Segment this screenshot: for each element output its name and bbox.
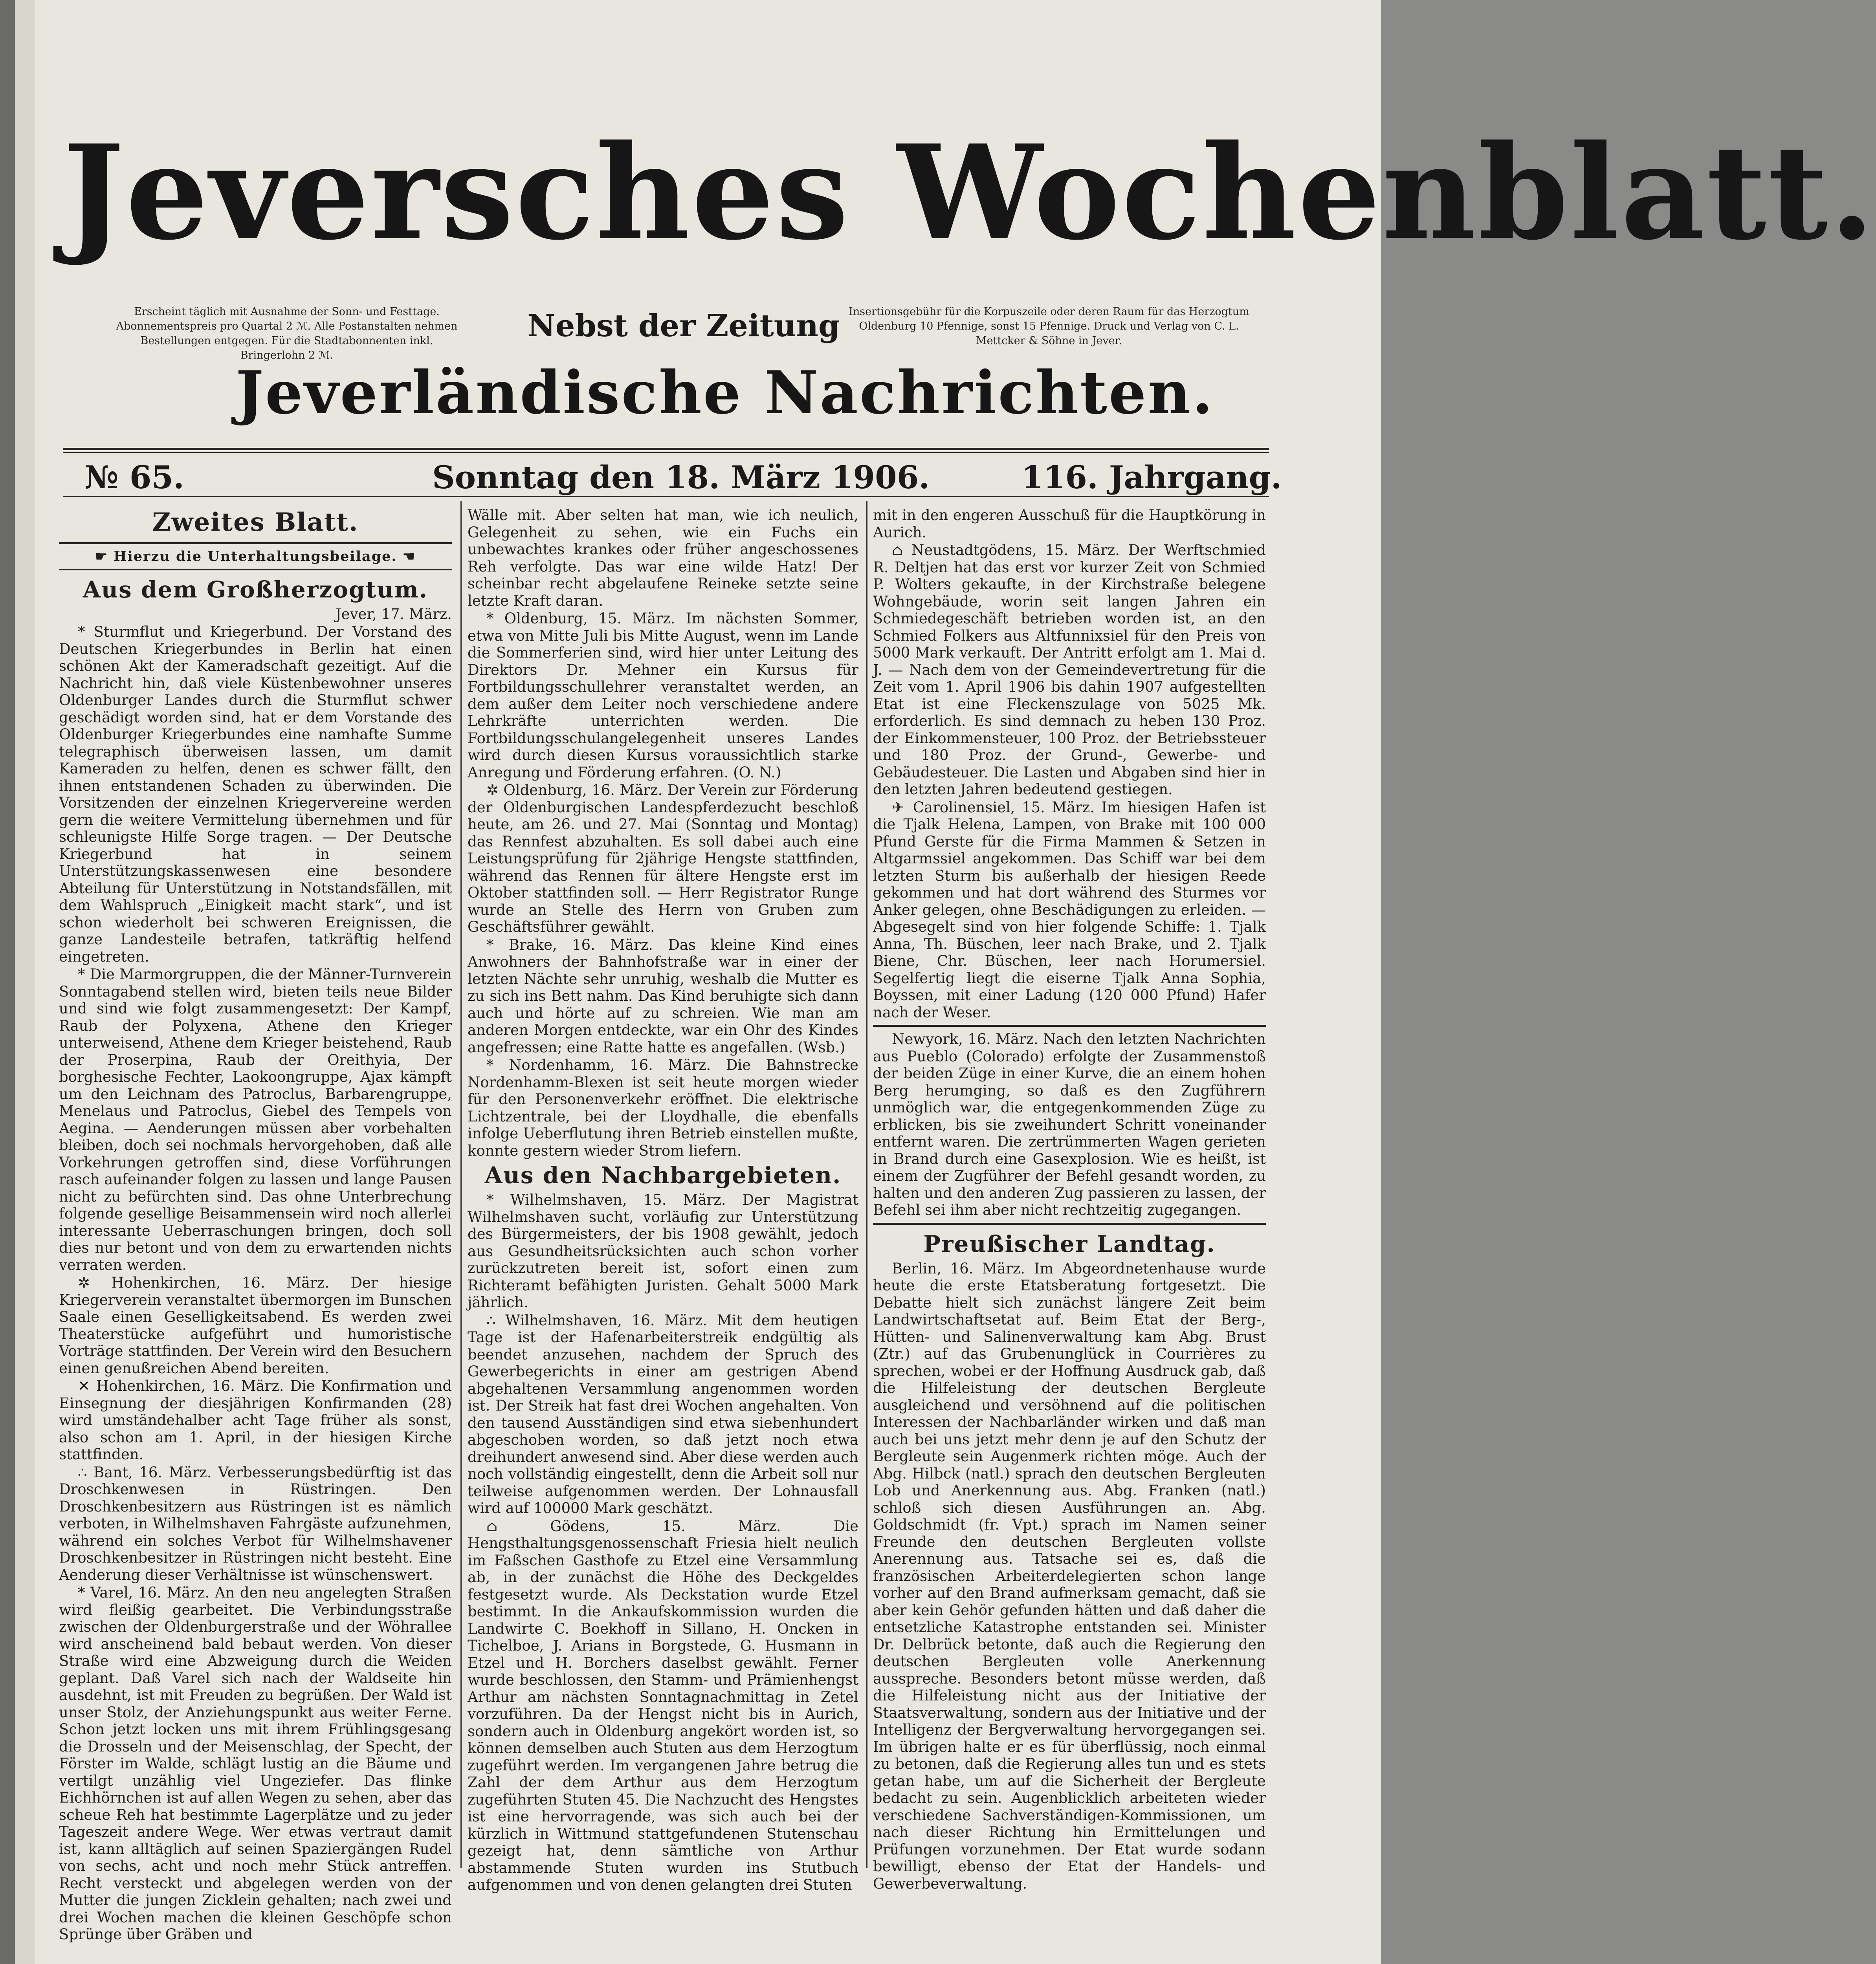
binding-strip: [0, 0, 15, 1964]
top-rule-thin: [63, 452, 1269, 453]
top-rule: [63, 448, 1269, 450]
supplement-rule: [59, 569, 452, 570]
article-paragraph: * Nordenhamm, 16. März. Die Bahnstrecke Nordenhamm-Blexen ist seit heute morgen wieder für den Personenverkehr eröffnet. Die elektrische Lichtzentrale, bei der Lloydhalle, die ebenfalls infolge Ueberflutung ihren Betrieb einstellen mußte, konnte gestern wieder Strom liefern.: [468, 1057, 858, 1159]
article-paragraph: * Brake, 16. März. Das kleine Kind eines Anwohners der Bahnhofstraße war in einer der letzten Nächte sehr unruhig, weshalb die Mutter es zu sich ins Bett nahm. Das Kind beruhigte sich dann auch und hörte auf zu schreien. Wie man am anderen Morgen entdeckte, war ein Ohr des Kindes angefressen; eine Ratte hatte es angefallen. (Wsb.): [468, 936, 858, 1056]
article-paragraph: * Die Marmorgruppen, die der Männer-Turnverein Sonntagabend stellen wird, bieten teils neue Bilder und sind wie folgt zusammengesetzt: Der Kampf, Raub der Polyxena, Athene den Krieger unterweisend, Athene dem Krieger beistehend, Raub der Proserpina, Raub der Oreithyia, Der borghesische Fechter, Laokoongruppe, Ajax kämpft um den Leichnam des Patroclus, Barbarengruppe, Menelaus und Patroclus, Giebel des Tempels von Aegina. — Aenderungen müssen aber vorbehalten bleiben, doch sei nochmals hervorgehoben, daß alle Vorkehrungen getroffen sind, diese Vorführungen rasch aufeinander folgen zu lassen und lange Pausen nicht zu befürchten sind. Das ohne Unterbrechung folgende gesellige Beisammensein wird noch allerlei interessante Ueberraschungen bringen, doch soll dies nur betont und von dem zu erwartenden nichts verraten werden.: [59, 966, 452, 1273]
article-paragraph: * Varel, 16. März. An den neu angelegten Straßen wird fleißig gearbeitet. Die Verbindungsstraße zwischen der Oldenburgerstraße und der Wöhrallee wird anscheinend bald bebaut werden. Von dieser Straße wird eine Abzweigung durch die Weiden geplant. Daß Varel sich nach der Waldseite hin ausdehnt, ist mit Freuden zu begrüßen. Der Wald ist unser Stolz, der Anziehungspunkt aus weiter Ferne. Schon jetzt locken uns mit ihrem Frühlingsgesang die Drosseln und der Meisenschlag, der Specht, der Förster im Walde, schlägt lustig an die Bäume und vertilgt unzählig viel Ungeziefer. Das flinke Eichhörnchen ist auf allen Wegen zu sehen, aber das scheue Reh hat bestimmte Lagerplätze und zu jeder Tageszeit andere Wege. Wer etwas vertraut damit ist, kann alltäglich auf seinen Spaziergängen Rudel von sechs, acht und noch mehr Stück antreffen. Recht versteckt und abgelegen werden von der Mutter die jungen Zicklein gehalten; nach zwei und drei Wochen machen die kleinen Geschöpfe schon Sprünge über Gräben und: [59, 1584, 452, 1943]
insertion-note: Insertionsgebühr für die Korpuszeile oder deren Raum für das Herzogtum Oldenburg 10 Pfennige, sonst 15 Pfennige. Druck und Verlag von C. L. Mettcker & Söhne in Jever.: [849, 306, 1249, 347]
masthead-title: Jeversches Wochenblatt.: [63, 116, 1876, 269]
article-paragraph: Wälle mit. Aber selten hat man, wie ich neulich, Gelegenheit zu sehen, wie ein Fuchs ein unbewachtes krankes oder früher angeschossenes Reh verfolgte. Das war eine wilde Hatz! Der scheinbar recht abgelaufene Reineke setzte seine letzte Kraft daran.: [468, 507, 858, 609]
article-paragraph: mit in den engeren Ausschuß für die Hauptkörung in Aurich.: [873, 507, 1266, 541]
landtag-article: Berlin, 16. März. Im Abgeordnetenhause wurde heute die erste Etatsberatung fortgesetzt. Die Debatte hielt sich zunächst längere Zeit beim Landwirtschaftsetat auf. Beim Etat der Berg-, Hütten- und Salinenverwaltung kam Abg. Brust (Ztr.) auf das Grubenunglück in Courrières zu sprechen, wobei er der Hoffnung Ausdruck gab, daß die Hilfeleistung der deutschen Bergleute ausgleichend und versöhnend auf die politischen Interessen der Nachbarländer wirken und daß man auch bei uns jetzt mehr denn je auf den Schutz der Bergleute sein Augenmerk richten möge. Auch der Abg. Hilbck (natl.) sprach den deutschen Bergleuten Lob und Anerkennung aus. Abg. Franken (natl.) schloß sich diesen Ausführungen an. Abg. Goldschmidt (fr. Vpt.) sprach im Namen seiner Freunde den deutschen Bergleuten vollste Anerennung aus. Tatsache sei es, daß die französischen Arbeiterdelegierten schon lange vorher auf den Brand aufmerksam gemacht, daß sie aber kein Gehör gefunden hätten und daß daher die entsetzliche Katastrophe entstanden sei. Minister Dr. Delbrück betonte, daß auch die Regierung den deutschen Bergleuten volle Anerkennung ausspreche. Besonders betont müsse werden, daß die Hilfeleistung nicht aus der Initiative der Staatsverwaltung, sondern aus der Initiative und der Intelligenz der Bergverwaltung hervorgegangen sei. Im übrigen halte er es für überflüssig, noch einmal zu betonen, daß die Regierung alles tun und es stets getan habe, um auf die Sicherheit der Bergleute bedacht zu sein. Augenblicklich arbeiteten wieder verschiedene Sachverständigen-Kommissionen, um nach dieser Richtung hin Ermittelungen und Prüfungen vorzunehmen. Der Etat wurde sodann bewilligt, ebenso der Etat der Handels- und Gewerbeverwaltung.: [873, 1260, 1266, 1892]
section-rule: [873, 1025, 1266, 1027]
column-1: [59, 507, 452, 1944]
issue-date: Sonntag den 18. März 1906.: [432, 459, 930, 496]
column-separator-1: [460, 501, 462, 1868]
dateline-rule: [63, 496, 1269, 497]
second-sheet-heading: Zweites Blatt.: [152, 507, 359, 537]
column-2: [468, 507, 858, 1894]
masthead-subtitle: Jeverländische Nachrichten.: [236, 358, 1214, 427]
article-paragraph: * Wilhelmshaven, 15. März. Der Magistrat Wilhelmshaven sucht, vorläufig zur Unterstützung des Bürgermeisters, der bis 1908 gewählt, jedoch aus Gesundheitsrücksichten auch schon vorher zurückzutreten bereit ist, sofort einen zum Richteramt befähigten Juristen. Gehalt 5000 Mark jährlich.: [468, 1191, 858, 1311]
article-paragraph: ⌂ Gödens, 15. März. Die Hengsthaltungsgenossenschaft Friesia hielt neulich im Faßschen Gasthofe zu Etzel eine Versammlung ab, in der zunächst die Höhe des Deckgeldes festgesetzt wurde. Als Deckstation wurde Etzel bestimmt. In die Ankaufskommission wurden die Landwirte C. Boekhoff in Sillano, H. Oncken in Tichelboe, J. Arians in Borgstede, G. Husmann in Etzel und H. Borchers daselbst gewählt. Ferner wurde beschlossen, den Stamm- und Prämienhengst Arthur am nächsten Sonntagnachmittag in Zetel vorzuführen. Da der Hengst nicht bis in Aurich, sondern auch in Oldenburg angekört worden ist, so können demselben auch Stuten aus dem Herzogtum zugeführt werden. Im vergangenen Jahre betrug die Zahl der dem Arthur aus dem Herzogtum zugeführten Stuten 45. Die Nachzucht des Hengstes ist eine hervorragende, was sich auch bei der kürzlich in Wittmund stattgefundenen Stutenschau gezeigt hat, denn sämtliche von Arthur abstammende Stuten wurden ins Stutbuch aufgenommen und von denen gelangten drei Stuten: [468, 1517, 858, 1893]
article-paragraph: ∴ Bant, 16. März. Verbesserungsbedürftig ist das Droschkenwesen in Rüstringen. Den Droschkenbesitzern aus Rüstringen ist es nämlich verboten, in Wilhelmshaven Fahrgäste aufzunehmen, während ein solches Verbot für Wilhelmshavener Droschkenbesitzer in Rüstringen nicht besteht. Eine Aenderung dieser Verhältnisse ist wünschenswert.: [59, 1464, 452, 1583]
section-heading-grand-duchy: Aus dem Großherzogtum.: [83, 576, 428, 603]
article-paragraph: ✈ Carolinensiel, 15. März. Im hiesigen Hafen ist die Tjalk Helena, Lampen, von Brake mit 100 000 Pfund Gerste für die Firma Mammen & Setzen in Altgarmssiel angekommen. Das Schiff war bei dem letzten Sturm bis außerhalb der hiesigen Reede gekommen und hat dort während des Sturmes vor Anker gelegen, ohne Beschädigungen zu erleiden. — Abgesegelt sind von hier folgende Schiffe: 1. Tjalk Anna, Th. Büschen, leer nach Brake, und 2. Tjalk Biene, Chr. Büschen, leer nach Horumersiel. Segelfertig liegt die eiserne Tjalk Anna Sophia, Boyssen, mit einer Ladung (120 000 Pfund) Hafer nach der Weser.: [873, 799, 1266, 1021]
issue-number: № 65.: [84, 459, 184, 496]
article-paragraph: ✲ Oldenburg, 16. März. Der Verein zur Förderung der Oldenburgischen Landespferdezucht beschloß heute, am 26. und 27. Mai (Sonntag und Montag) das Rennfest abzuhalten. Es soll dabei auch eine Leistungsprüfung für 2jährige Hengste stattfinden, während das Rennen für ältere Hengste erst im Oktober stattfinden soll. — Herr Registrator Runge wurde an Stelle des Herrn von Gruben zum Geschäftsführer gewählt.: [468, 782, 858, 935]
article-paragraph: ⌂ Neustadtgödens, 15. März. Der Werftschmied R. Deltjen hat das erst vor kurzer Zeit von Schmied P. Wolters gekaufte, in der Kirchstraße belegene Wohngebäude, worin seit langen Jahren ein Schmiedegeschäft betrieben worden ist, an den Schmied Folkers aus Altfunnixsiel für den Preis von 5000 Mark verkauft. Der Antritt erfolgt am 1. Mai d. J. — Nach dem von der Gemeindevertretung für die Zeit vom 1. April 1906 bis dahin 1907 aufgestellten Etat ist eine Fleckenszulage von 5025 Mk. erforderlich. Es sind demnach zu heben 130 Proz. der Einkommensteuer, 100 Proz. der Betriebssteuer und 180 Proz. der Grund-, Gewerbe- und Gebäudesteuer. Die Lasten und Abgaben sind hier in den letzten Jahren bedeutend gestiegen.: [873, 542, 1266, 798]
masthead-subline: Nebst der Zeitung: [527, 308, 840, 344]
article-paragraph: ∴ Wilhelmshaven, 16. März. Mit dem heutigen Tage ist der Hafenarbeiterstreik endgültig als beendet anzusehen, nachdem der Spruch des Gewerbegerichts in einer am gestrigen Abend abgehaltenen Versammlung angenommen worden ist. Der Streik hat fast drei Wochen angehalten. Von den tausend Ausständigen sind etwa siebenhundert abgeschoben worden, so daß jetzt noch etwa dreihundert anwesend sind. Aber diese werden auch noch vollständig eingestellt, denn die Arbeit soll nur teilweise aufgenommen werden. Der Lohnausfall wird auf 100000 Mark geschätzt.: [468, 1312, 858, 1517]
section-heading-neighbors: Aus den Nachbargebieten.: [484, 1162, 842, 1189]
article-paragraph: ✕ Hohenkirchen, 16. März. Die Konfirmation und Einsegnung der diesjährigen Konfirmanden (28) wird umständehalber acht Tage früher als sonst, also schon am 1. April, in der hiesigen Kirche stattfinden.: [59, 1378, 452, 1463]
supplement-note: ☛ Hierzu die Unterhaltungsbeilage. ☚: [95, 548, 416, 564]
newyork-article: Newyork, 16. März. Nach den letzten Nachrichten aus Pueblo (Colorado) erfolgte der Zusammenstoß der beiden Züge in einer Kurve, die an einem hohen Berg herumging, so daß es den Zugführern unmöglich war, die entgegenkommenden Züge zu erblicken, bis sie zweihundert Schritt voneinander entfernt waren. Die zertrümmerten Wagen gerieten in Brand durch eine Gasexplosion. Wie es heißt, ist einem der Zugführer der Befehl gesandt worden, zu halten und den anderen Zug passieren zu lassen, der Befehl sei ihm aber nicht rechtzeitig zugegangen.: [873, 1031, 1266, 1218]
adjacent-page-edge: [15, 0, 35, 1964]
issue-volume: 116. Jahrgang.: [1021, 459, 1282, 496]
article-paragraph: ✲ Hohenkirchen, 16. März. Der hiesige Kriegerverein veranstaltet übermorgen im Bunschen Saale einen Geselligkeitsabend. Es werden zwei Theaterstücke aufgeführt und humoristische Vorträge stattfinden. Der Verein wird den Besuchern einen genußreichen Abend bereiten.: [59, 1274, 452, 1377]
heading-rule: [59, 542, 452, 544]
section-rule: [873, 1223, 1266, 1225]
jever-dateline: Jever, 17. März.: [335, 605, 452, 623]
column-3: [873, 507, 1266, 1893]
column-separator-2: [866, 501, 867, 1868]
section-heading-landtag: Preußischer Landtag.: [923, 1230, 1216, 1257]
subscription-note: Erscheint täglich mit Ausnahme der Sonn- und Festtage. Abonnementspreis pro Quartal 2 ℳ. Alle Postanstalten nehmen Bestellungen entgegen. Für die Stadtabonnenten inkl. Bringerlohn 2 ℳ.: [116, 306, 458, 361]
article-paragraph: * Sturmflut und Kriegerbund. Der Vorstand des Deutschen Kriegerbundes in Berlin hat einen schönen Akt der Kameradschaft gezeitigt. Auf die Nachricht hin, daß viele Küstenbewohner unseres Oldenburger Landes durch die Sturmflut schwer geschädigt worden sind, hat er dem Vorstande des Oldenburger Kriegerbundes eine namhafte Summe telegraphisch überweisen lassen, um damit Kameraden zu helfen, denen es schwer fällt, den ihnen entstandenen Schaden zu überwinden. Die Vorsitzenden der einzelnen Kriegervereine werden gern die weitere Vermittelung übernehmen und für schleunigste Hilfe Sorge tragen. — Der Deutsche Kriegerbund hat in seinem Unterstützungskassenwesen eine besondere Abteilung für Unterstützung in Notstandsfällen, mit dem Wahlspruch „Einigkeit macht stark“, und ist schon wiederholt bei schweren Ereignissen, die ganze Landesteile betrafen, tatkräftig helfend eingetreten.: [59, 623, 452, 965]
article-paragraph: * Oldenburg, 15. März. Im nächsten Sommer, etwa von Mitte Juli bis Mitte August, wenn im Lande die Sommerferien sind, wird hier unter Leitung des Direktors Dr. Mehner ein Kursus für Fortbildungsschullehrer veranstaltet werden, an dem außer dem Leiter noch verschiedene andere Lehrkräfte unterrichten werden. Die Fortbildungsschulangelegenheit unseres Landes wird durch diesen Kursus voraussichtlich starke Anregung und Förderung erfahren. (O. N.): [468, 610, 858, 781]
